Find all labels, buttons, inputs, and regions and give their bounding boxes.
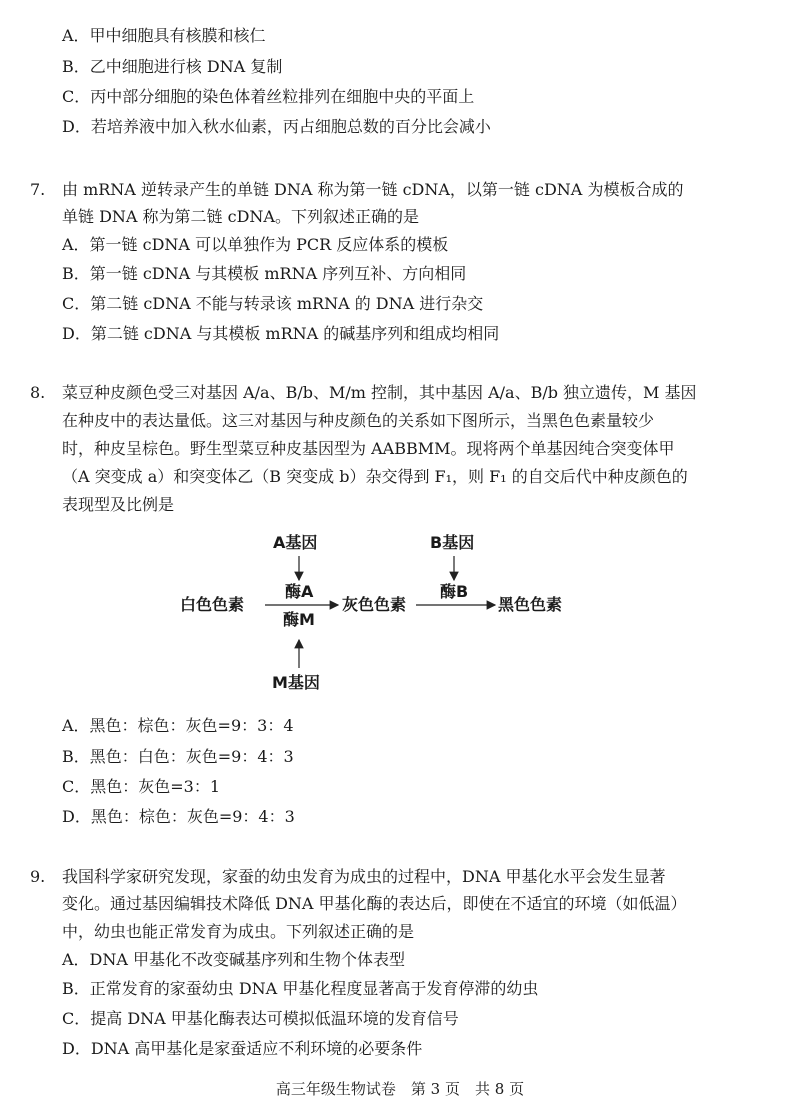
q7-option-c: C．第二链 cDNA 不能与转录该 mRNA 的 DNA 进行杂交 (62, 294, 484, 313)
page-footer: 高三年级生物试卷 第 3 页 共 8 页 (275, 1080, 525, 1098)
q9-option-a: A．DNA 甲基化不改变碱基序列和生物个体表型 (62, 950, 406, 969)
q6-option-a: A．甲中细胞具有核膜和核仁 (62, 26, 266, 45)
gray-pigment-label: 灰色色素 (342, 595, 407, 614)
q8-stem-line: 在种皮中的表达量低。这三对基因与种皮颜色的关系如下图所示，当黑色色素量较少 (62, 411, 655, 430)
gene-a-label: A基因 (273, 533, 318, 552)
q6-option-c: C．丙中部分细胞的染色体着丝粒排列在细胞中央的平面上 (62, 87, 475, 106)
q9-stem-line: 变化。通过基因编辑技术降低 DNA 甲基化酶的表达后，即使在不适宜的环境（如低温） (62, 894, 687, 913)
q7-stem-line: 单链 DNA 称为第二链 cDNA。下列叙述正确的是 (62, 207, 419, 226)
enzyme-m-label: 酶M (283, 610, 315, 629)
q7-option-a: A．第一链 cDNA 可以单独作为 PCR 反应体系的模板 (62, 235, 449, 254)
q6-option-d: D．若培养液中加入秋水仙素，丙占细胞总数的百分比会减小 (62, 117, 491, 136)
q6-option-b: B．乙中细胞进行核 DNA 复制 (62, 57, 283, 76)
q7-number: 7. (30, 180, 46, 199)
q8-option-b: B．黑色：白色：灰色=9：4：3 (62, 747, 294, 766)
q8-option-a: A．黑色：棕色：灰色=9：3：4 (62, 716, 294, 735)
q8-option-c: C．黑色：灰色=3：1 (62, 777, 221, 796)
q7-option-b: B．第一链 cDNA 与其模板 mRNA 序列互补、方向相同 (62, 264, 467, 283)
q9-stem-line: 我国科学家研究发现，家蚕的幼虫发育为成虫的过程中，DNA 甲基化水平会发生显著 (62, 867, 666, 886)
enzyme-b-label: 酶B (440, 582, 469, 601)
q8-number: 8. (30, 383, 46, 402)
q7-option-d: D．第二链 cDNA 与其模板 mRNA 的碱基序列和组成均相同 (62, 324, 500, 343)
q9-number: 9. (30, 867, 46, 886)
q9-option-c: C．提高 DNA 甲基化酶表达可模拟低温环境的发育信号 (62, 1009, 459, 1028)
q7-stem-line: 由 mRNA 逆转录产生的单链 DNA 称为第一链 cDNA，以第一链 cDNA 为模板合成的 (62, 180, 684, 199)
q9-option-d: D．DNA 高甲基化是家蚕适应不利环境的必要条件 (62, 1039, 423, 1058)
q9-option-b: B．正常发育的家蚕幼虫 DNA 甲基化程度显著高于发育停滞的幼虫 (62, 979, 539, 998)
q9-stem-line: 中，幼虫也能正常发育为成虫。下列叙述正确的是 (62, 922, 415, 941)
q8-stem-line: 表现型及比例是 (62, 495, 175, 514)
q8-stem-line: （A 突变成 a）和突变体乙（B 突变成 b）杂交得到 F₁，则 F₁ 的自交后代中种皮颜色的 (62, 467, 688, 486)
enzyme-a-label: 酶A (285, 582, 314, 601)
q8-stem-line: 时，种皮呈棕色。野生型菜豆种皮基因型为 AABBMM。现将两个单基因纯合突变体甲 (62, 439, 675, 458)
q8-option-d: D．黑色：棕色：灰色=9：4：3 (62, 807, 295, 826)
gene-b-label: B基因 (430, 533, 475, 552)
gene-m-label: M基因 (272, 673, 320, 692)
black-pigment-label: 黑色色素 (498, 595, 563, 614)
white-pigment-label: 白色色素 (180, 595, 245, 614)
q8-stem-line: 菜豆种皮颜色受三对基因 A/a、B/b、M/m 控制，其中基因 A/a、B/b 独立遗传，M 基因 (62, 383, 697, 402)
